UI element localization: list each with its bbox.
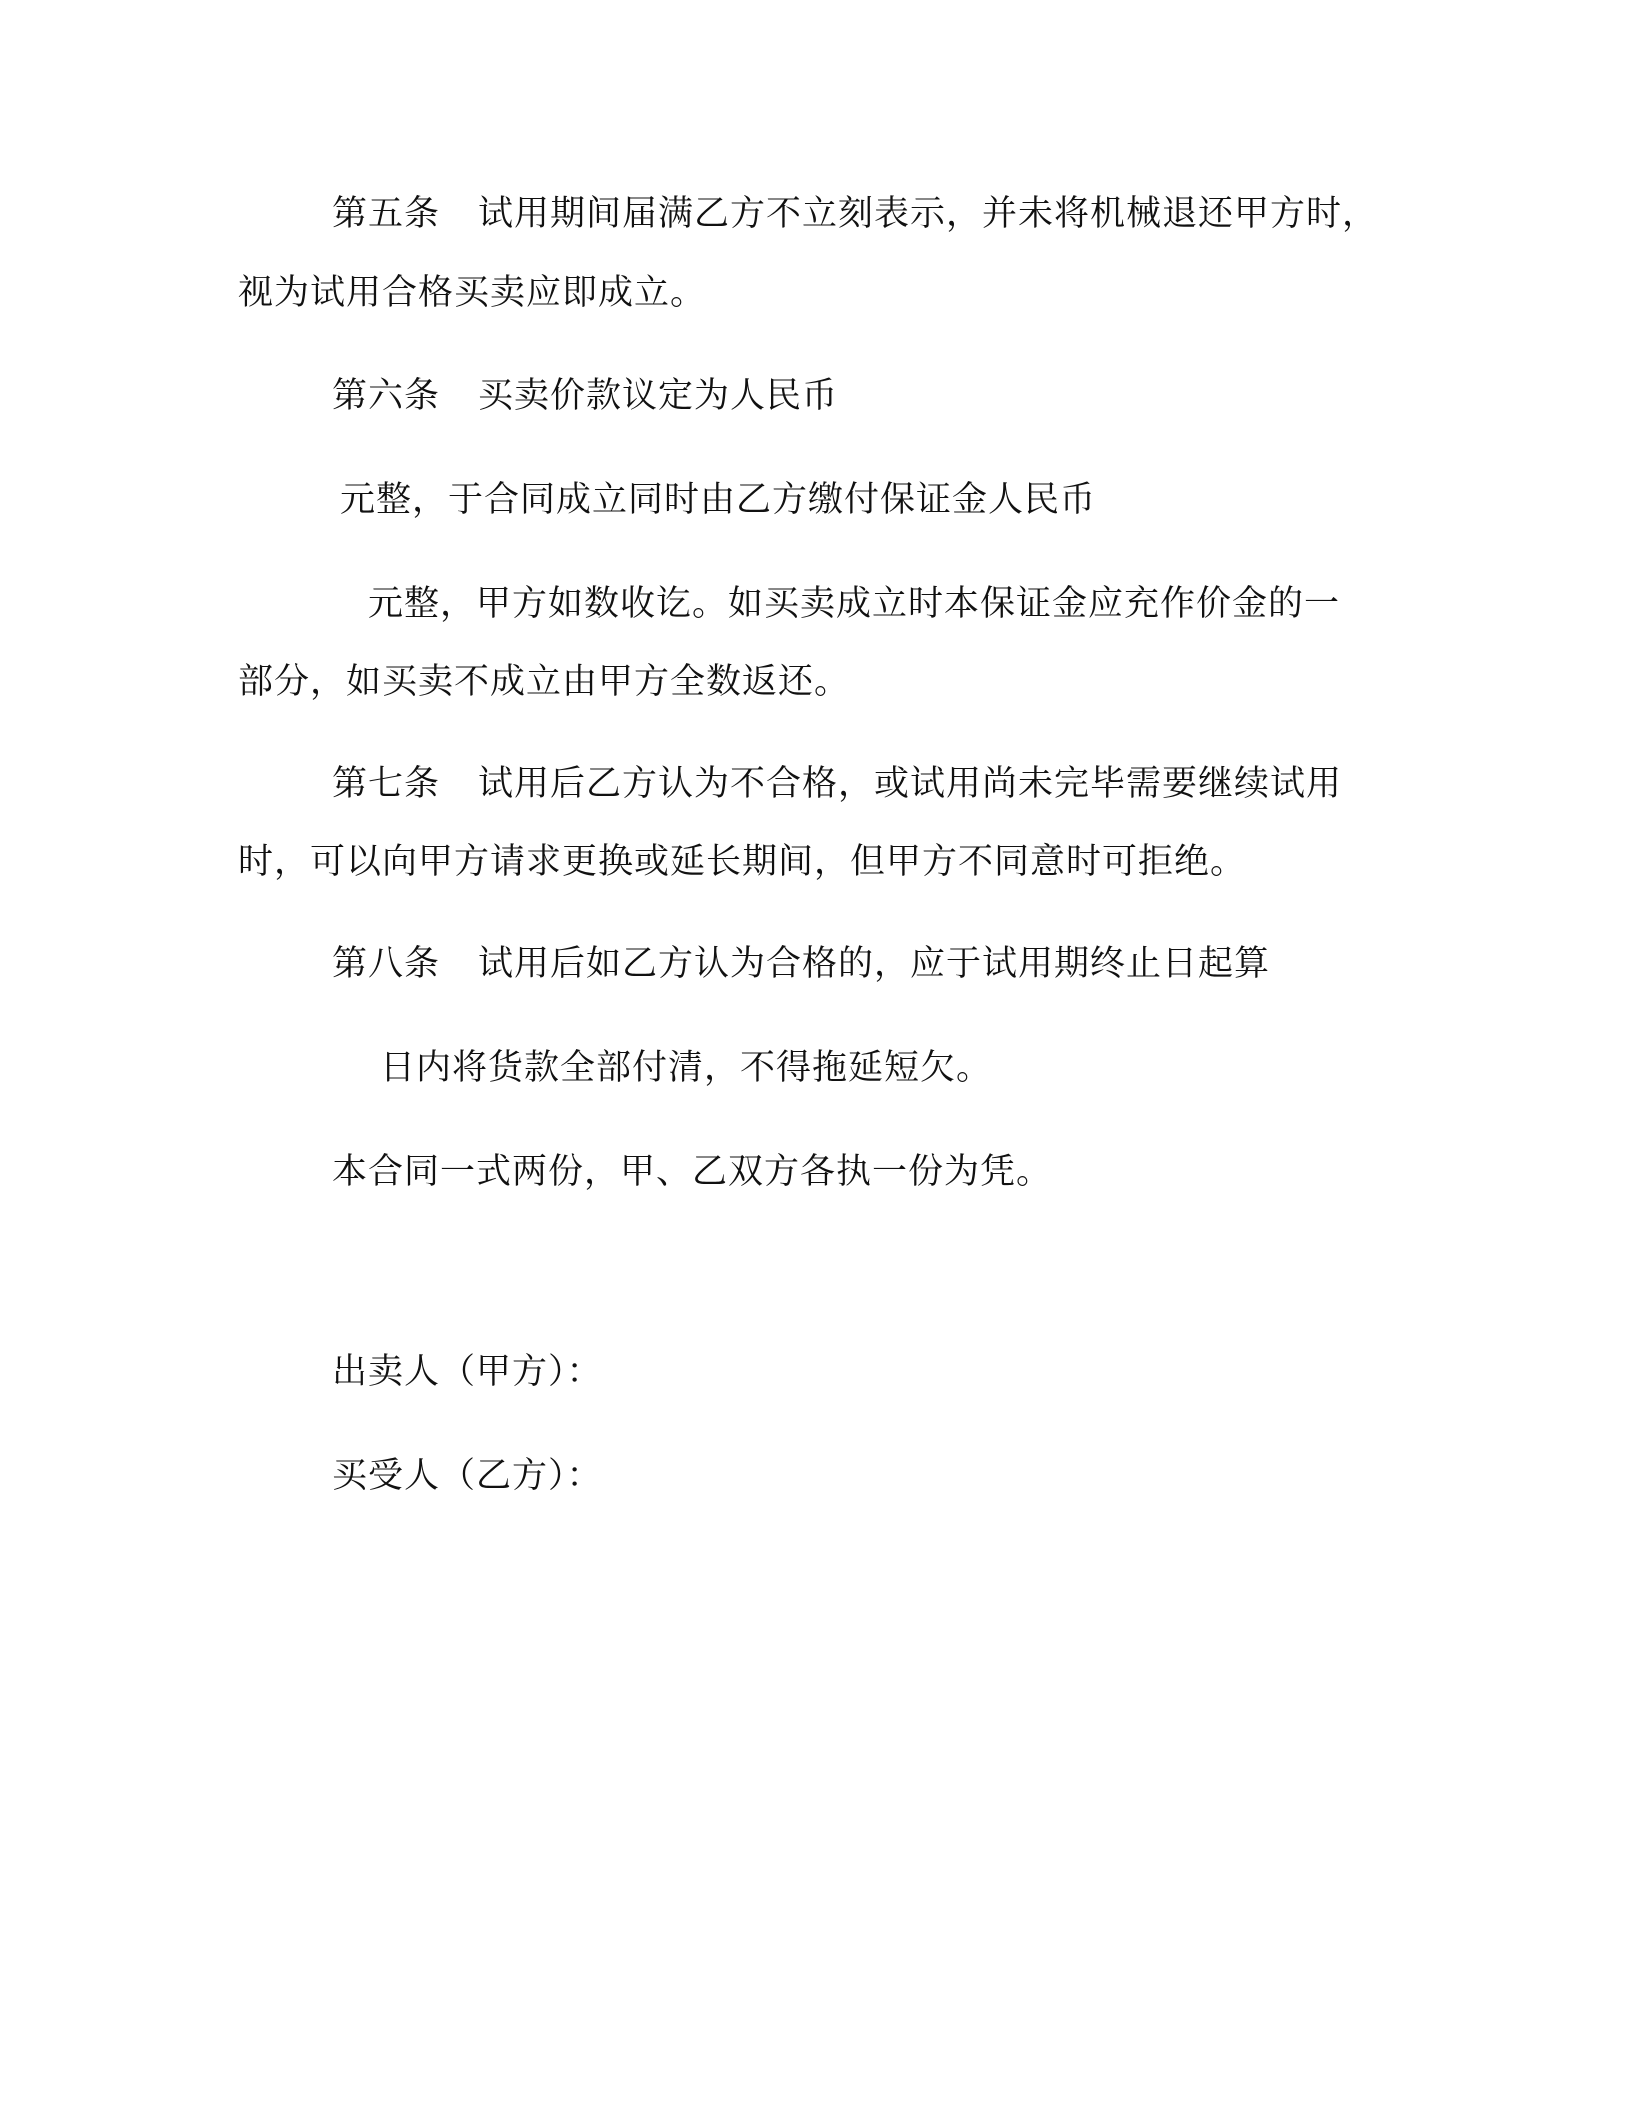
article-7-number: 第七条 xyxy=(332,764,441,804)
article-7-line-1 xyxy=(332,762,1342,806)
article-8-line-2: 日内将货款全部付清，不得拖延短欠。 xyxy=(380,1048,993,1088)
article-7-line-2: 时，可以向甲方请求更换或延长期间，但甲方不同意时可拒绝。 xyxy=(238,842,1247,882)
article-6-line-2: 元整，于合同成立同时由乙方缴付保证金人民币 xyxy=(340,480,1097,520)
article-6-number: 第六条 xyxy=(332,376,441,416)
article-6-line-3: 元整，甲方如数收讫。如买卖成立时本保证金应充作价金的一 xyxy=(368,584,1341,624)
article-8-number: 第八条 xyxy=(332,944,441,984)
article-5-line-1 xyxy=(332,192,1378,236)
buyer-signature-label: 买受人（乙方）： xyxy=(332,1456,603,1496)
article-5-text-1: 试用期间届满乙方不立刻表示，并未将机械退还甲方时， xyxy=(478,194,1379,234)
article-7-text-1: 试用后乙方认为不合格，或试用尚未完毕需要继续试用 xyxy=(478,764,1343,804)
article-6-line-1 xyxy=(332,374,838,418)
article-8-text-1: 试用后如乙方认为合格的，应于试用期终止日起算 xyxy=(478,944,1271,984)
seller-signature-label: 出卖人（甲方）： xyxy=(332,1352,603,1392)
closing-statement: 本合同一式两份，甲、乙双方各执一份为凭。 xyxy=(332,1152,1053,1192)
article-6-text-1: 买卖价款议定为人民币 xyxy=(478,376,839,416)
article-5-line-2: 视为试用合格买卖应即成立。 xyxy=(238,273,707,313)
article-6-line-4: 部分，如买卖不成立由甲方全数返还。 xyxy=(238,662,851,702)
article-5-number: 第五条 xyxy=(332,194,441,234)
article-8-line-1 xyxy=(332,942,1270,986)
